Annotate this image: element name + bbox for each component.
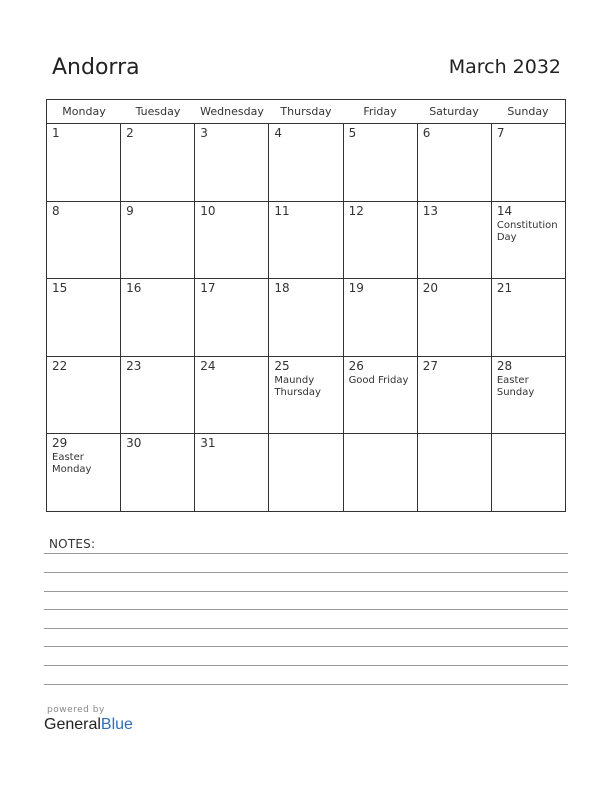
day-number: 7 bbox=[496, 126, 505, 140]
day-number: 18 bbox=[274, 281, 290, 296]
brand-general: General bbox=[44, 716, 101, 733]
calendar-day-cell[interactable] bbox=[344, 124, 418, 201]
day-of-week-header bbox=[47, 100, 565, 124]
day-number: 15 bbox=[52, 281, 68, 296]
calendar-grid bbox=[46, 99, 566, 512]
holiday-label: Good Friday bbox=[348, 374, 409, 386]
day-number: 9 bbox=[126, 203, 134, 218]
calendar-day-cell[interactable] bbox=[269, 279, 343, 356]
holiday-label: Constitution Day bbox=[496, 219, 558, 243]
calendar-day-cell[interactable] bbox=[47, 124, 121, 201]
day-number: 23 bbox=[126, 358, 142, 373]
calendar-week-row bbox=[47, 124, 565, 202]
calendar-day-cell[interactable] bbox=[47, 202, 121, 279]
generalblue-logo[interactable] bbox=[44, 716, 133, 734]
note-line bbox=[44, 553, 568, 554]
day-number: 4 bbox=[274, 126, 283, 140]
day-number: 2 bbox=[126, 126, 134, 140]
brand-blue: Blue bbox=[100, 716, 133, 733]
day-number: 31 bbox=[200, 436, 216, 451]
calendar-day-cell[interactable] bbox=[418, 202, 492, 279]
notes-label: NOTES: bbox=[49, 537, 96, 551]
day-number: 29 bbox=[52, 436, 68, 451]
day-number: 30 bbox=[126, 436, 142, 451]
dow-thursday: Thursday bbox=[280, 105, 332, 118]
note-line bbox=[44, 609, 568, 610]
calendar-day-cell[interactable] bbox=[418, 357, 492, 434]
calendar-week-row bbox=[47, 279, 565, 357]
dow-friday: Friday bbox=[363, 105, 397, 118]
day-number: 13 bbox=[422, 203, 438, 218]
note-line bbox=[44, 684, 568, 685]
day-number: 16 bbox=[126, 281, 142, 296]
calendar-day-cell[interactable] bbox=[269, 202, 343, 279]
day-number: 22 bbox=[52, 358, 68, 373]
calendar-day-cell[interactable] bbox=[418, 124, 492, 201]
calendar-day-cell[interactable] bbox=[121, 202, 195, 279]
country-title: Andorra bbox=[52, 55, 140, 80]
day-number: 8 bbox=[52, 203, 60, 218]
dow-sunday: Sunday bbox=[507, 105, 549, 118]
note-line bbox=[44, 646, 568, 647]
calendar-day-cell[interactable] bbox=[492, 202, 565, 279]
calendar-day-cell[interactable] bbox=[492, 357, 565, 434]
calendar-day-cell[interactable] bbox=[418, 434, 492, 512]
dow-saturday: Saturday bbox=[429, 105, 479, 118]
calendar-day-cell[interactable] bbox=[269, 434, 343, 512]
dow-tuesday: Tuesday bbox=[135, 105, 181, 118]
calendar-day-cell[interactable] bbox=[344, 202, 418, 279]
note-line bbox=[44, 665, 568, 666]
holiday-label: Easter Sunday bbox=[496, 374, 535, 398]
day-number: 10 bbox=[200, 203, 216, 218]
month-year-title: March 2032 bbox=[448, 56, 561, 78]
calendar-day-cell[interactable] bbox=[195, 357, 269, 434]
holiday-label: Maundy Thursday bbox=[274, 374, 321, 398]
calendar-day-cell[interactable] bbox=[195, 202, 269, 279]
calendar-day-cell[interactable] bbox=[121, 124, 195, 201]
day-number: 21 bbox=[496, 281, 513, 296]
calendar-day-cell[interactable] bbox=[492, 279, 565, 356]
day-number: 3 bbox=[200, 126, 208, 140]
dow-monday: Monday bbox=[62, 105, 106, 118]
calendar-day-cell[interactable] bbox=[492, 434, 565, 512]
day-number: 17 bbox=[200, 281, 216, 296]
calendar-day-cell[interactable] bbox=[269, 124, 343, 201]
calendar-day-cell[interactable] bbox=[344, 357, 418, 434]
day-number: 1 bbox=[52, 126, 60, 140]
day-number: 5 bbox=[348, 126, 357, 140]
calendar-day-cell[interactable] bbox=[195, 434, 269, 512]
day-number: 11 bbox=[274, 203, 290, 218]
calendar-day-cell[interactable] bbox=[47, 279, 121, 356]
note-line bbox=[44, 628, 568, 629]
calendar-day-cell[interactable] bbox=[492, 124, 565, 201]
calendar-week-row bbox=[47, 202, 565, 280]
calendar-week-row bbox=[47, 357, 565, 435]
day-number: 20 bbox=[422, 281, 438, 296]
calendar-day-cell[interactable] bbox=[121, 279, 195, 356]
calendar-day-cell[interactable] bbox=[47, 434, 121, 512]
calendar-day-cell[interactable] bbox=[121, 357, 195, 434]
calendar-day-cell[interactable] bbox=[418, 279, 492, 356]
day-number: 19 bbox=[348, 281, 364, 296]
note-line bbox=[44, 591, 568, 592]
day-number: 26 bbox=[348, 358, 364, 373]
calendar-week-row bbox=[47, 434, 565, 512]
calendar-day-cell[interactable] bbox=[269, 357, 343, 434]
calendar-day-cell[interactable] bbox=[195, 279, 269, 356]
powered-by-text: powered by bbox=[47, 705, 105, 715]
calendar-day-cell[interactable] bbox=[47, 357, 121, 434]
calendar-day-cell[interactable] bbox=[195, 124, 269, 201]
day-number: 12 bbox=[348, 203, 364, 218]
day-number: 6 bbox=[422, 126, 431, 140]
holiday-label: Easter Monday bbox=[52, 452, 92, 476]
day-number: 24 bbox=[200, 358, 216, 373]
calendar-day-cell[interactable] bbox=[344, 434, 418, 512]
calendar-day-cell[interactable] bbox=[121, 434, 195, 512]
day-number: 28 bbox=[496, 358, 513, 373]
day-number: 25 bbox=[274, 358, 290, 373]
day-number: 27 bbox=[422, 358, 438, 373]
day-number: 14 bbox=[496, 203, 513, 218]
note-line bbox=[44, 572, 568, 573]
calendar-day-cell[interactable] bbox=[344, 279, 418, 356]
dow-wednesday: Wednesday bbox=[200, 105, 264, 118]
